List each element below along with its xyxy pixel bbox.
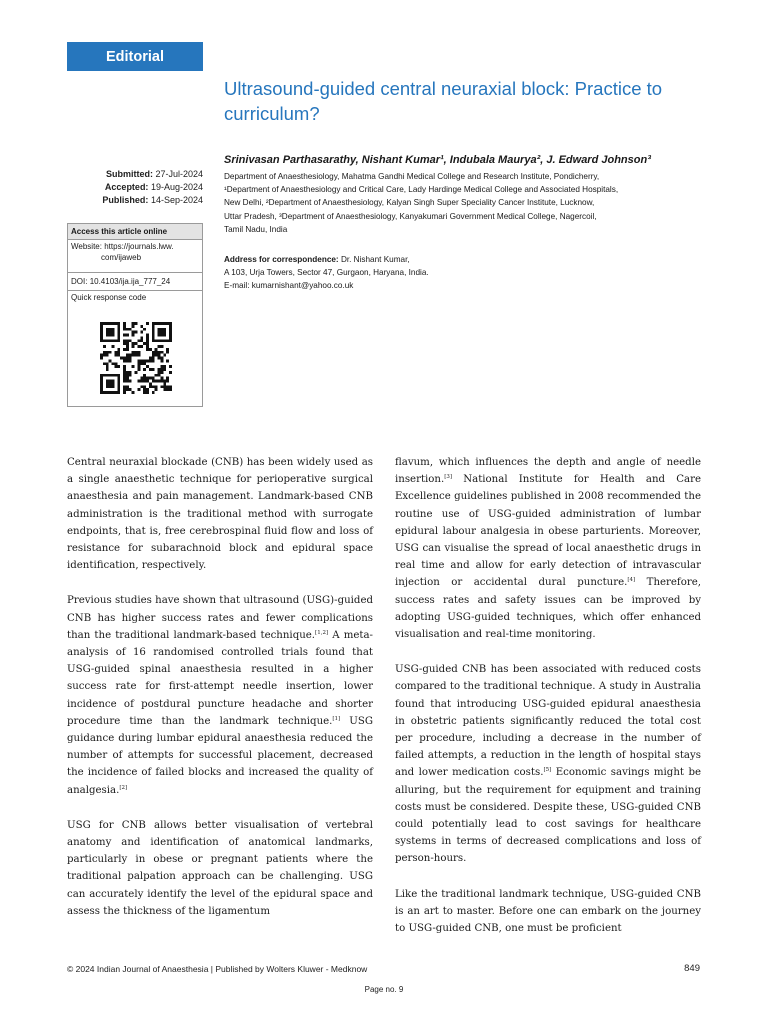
citation-link[interactable]: [1,2]: [315, 629, 329, 636]
citation-link[interactable]: [4]: [627, 577, 636, 584]
qr-code-label: Quick response code: [71, 293, 147, 302]
body-column-left: [67, 454, 373, 920]
footer-page-number: 849: [684, 963, 700, 974]
author-list: Srinivasan Parthasarathy, Nishant Kumar¹, Indubala Maurya², J. Edward Johnson³: [224, 154, 651, 166]
correspondence-address: Address for correspondence: Dr. Nishant Kumar, A 103, Urja Towers, Sector 47, Gurgaon, Haryana, India. E-mail: kumarnishant@yahoo.co.uk: [224, 253, 704, 293]
website-link[interactable]: https://journals.lww.: [104, 242, 174, 251]
submitted-date: Submitted: 27-Jul-2024: [105, 169, 203, 179]
body-column-right: [395, 454, 701, 937]
paragraph: USG-guided CNB has been associated with reduced costs compared to the traditional technique. A study in Australia found that introducing USG-guided epidural anaesthesia in obstetric patients significantly reduced the total cost per procedure, including a decrease in the number of failed attempts, a reduction in the length of hospital stays and lower medication costs.[5] Economic savings might be alluring, but the requirement for equipment and training costs must be considered. Despite these, USG-guided CNB could potentially lead to cost savings for healthcare systems in terms of decreased complications and loss of person-hours.: [395, 664, 701, 865]
access-box-website: Website: https://journals.lww. com/ijaweb: [68, 240, 202, 273]
doi-link[interactable]: 10.4103/ija.ija_777_24: [89, 277, 171, 286]
page-indicator: Page no. 9: [364, 985, 404, 994]
paragraph: Previous studies have shown that ultrasound (USG)-guided CNB has higher success rates and fewer complications than the traditional landmark-based technique.[1,2] A meta-analysis of 16 randomised controlled trials found that USG-guided spinal anaesthesia resulted in a higher success rate for first-attempt needle insertion, lower incidence of postdural puncture headache and shorter procedure time than the landmark technique.[1] USG guidance during lumbar epidural anaesthesia reduced the number of attempts for successful placement, decreased the incidence of failed blocks and increased the quality of analgesia.[2]: [67, 595, 373, 796]
article-dates: [40, 168, 203, 207]
citation-link[interactable]: [2]: [119, 784, 128, 791]
article-title: Ultrasound-guided central neuraxial block: Practice to curriculum?: [224, 78, 663, 124]
access-box-heading: Access this article online: [68, 224, 202, 240]
paragraph: Like the traditional landmark technique, USG-guided CNB is an art to master. Before one can embark on the journey to USG-guided CNB, one must be proficient: [395, 888, 701, 935]
qr-code-icon: [100, 322, 172, 394]
citation-link[interactable]: [3]: [444, 474, 453, 481]
paragraph: Central neuraxial blockade (CNB) has been widely used as a single anaesthetic technique for perioperative surgical anaesthesia and pain management. Landmark-based CNB administration is the traditional method with surrogate endpoints, that is, free cerebrospinal fluid flow and loss of resistance for subarachnoid block and epidural space identification, respectively.: [67, 457, 373, 572]
paragraph: flavum, which influences the depth and angle of needle insertion.[3] National Institute for Health and Care Excellence guidelines published in 2008 recommended the routine use of USG-guided administration of lumbar epidural labour analgesia in obese parturients. Moreover, USG can visualise the spread of local anaesthetic drugs in real time and allow for early detection of intravascular injection or accidental dural puncture.[4] Therefore, success rates and safety issues can be improved by adopting USG-guided techniques, which offer enhanced visualisation and real-time monitoring.: [395, 457, 701, 641]
access-article-box: [67, 223, 203, 407]
citation-link[interactable]: [1]: [332, 715, 341, 722]
footer-copyright: © 2024 Indian Journal of Anaesthesia | Published by Wolters Kluwer - Medknow: [67, 964, 368, 974]
published-date: Published: 14-Sep-2024: [102, 195, 203, 205]
email-address[interactable]: E-mail: kumarnishant@yahoo.co.uk: [224, 281, 354, 291]
citation-link[interactable]: [5]: [543, 767, 552, 774]
access-box-doi: DOI: 10.4103/ija.ija_777_24: [68, 273, 202, 291]
affiliations: Department of Anaesthesiology, Mahatma Gandhi Medical College and Research Institute, Pondicherry, ¹Department of Anaesthesiology and Critical Care, Lady Hardinge Medical College and Associated Hospitals, New Delhi, ²Department of Anaesthesiology, Kalyan Singh Super Speciality Cancer Institute, Lucknow, Uttar Pradesh, ³Department of Anaesthesiology, Kanyakumari Government Medical College, Nagercoil, Tamil Nadu, India: [224, 172, 619, 234]
paragraph: USG for CNB allows better visualisation of vertebral anatomy and identification of anatomical landmarks, particularly in obese or pregnant patients where the traditional palpation approach can be challenging. USG can accurately identify the level of the epidural space and assess the thickness of the ligamentum: [67, 819, 373, 917]
article-type-tag: Editorial: [67, 42, 203, 71]
accepted-date: Accepted: 19-Aug-2024: [104, 182, 203, 192]
